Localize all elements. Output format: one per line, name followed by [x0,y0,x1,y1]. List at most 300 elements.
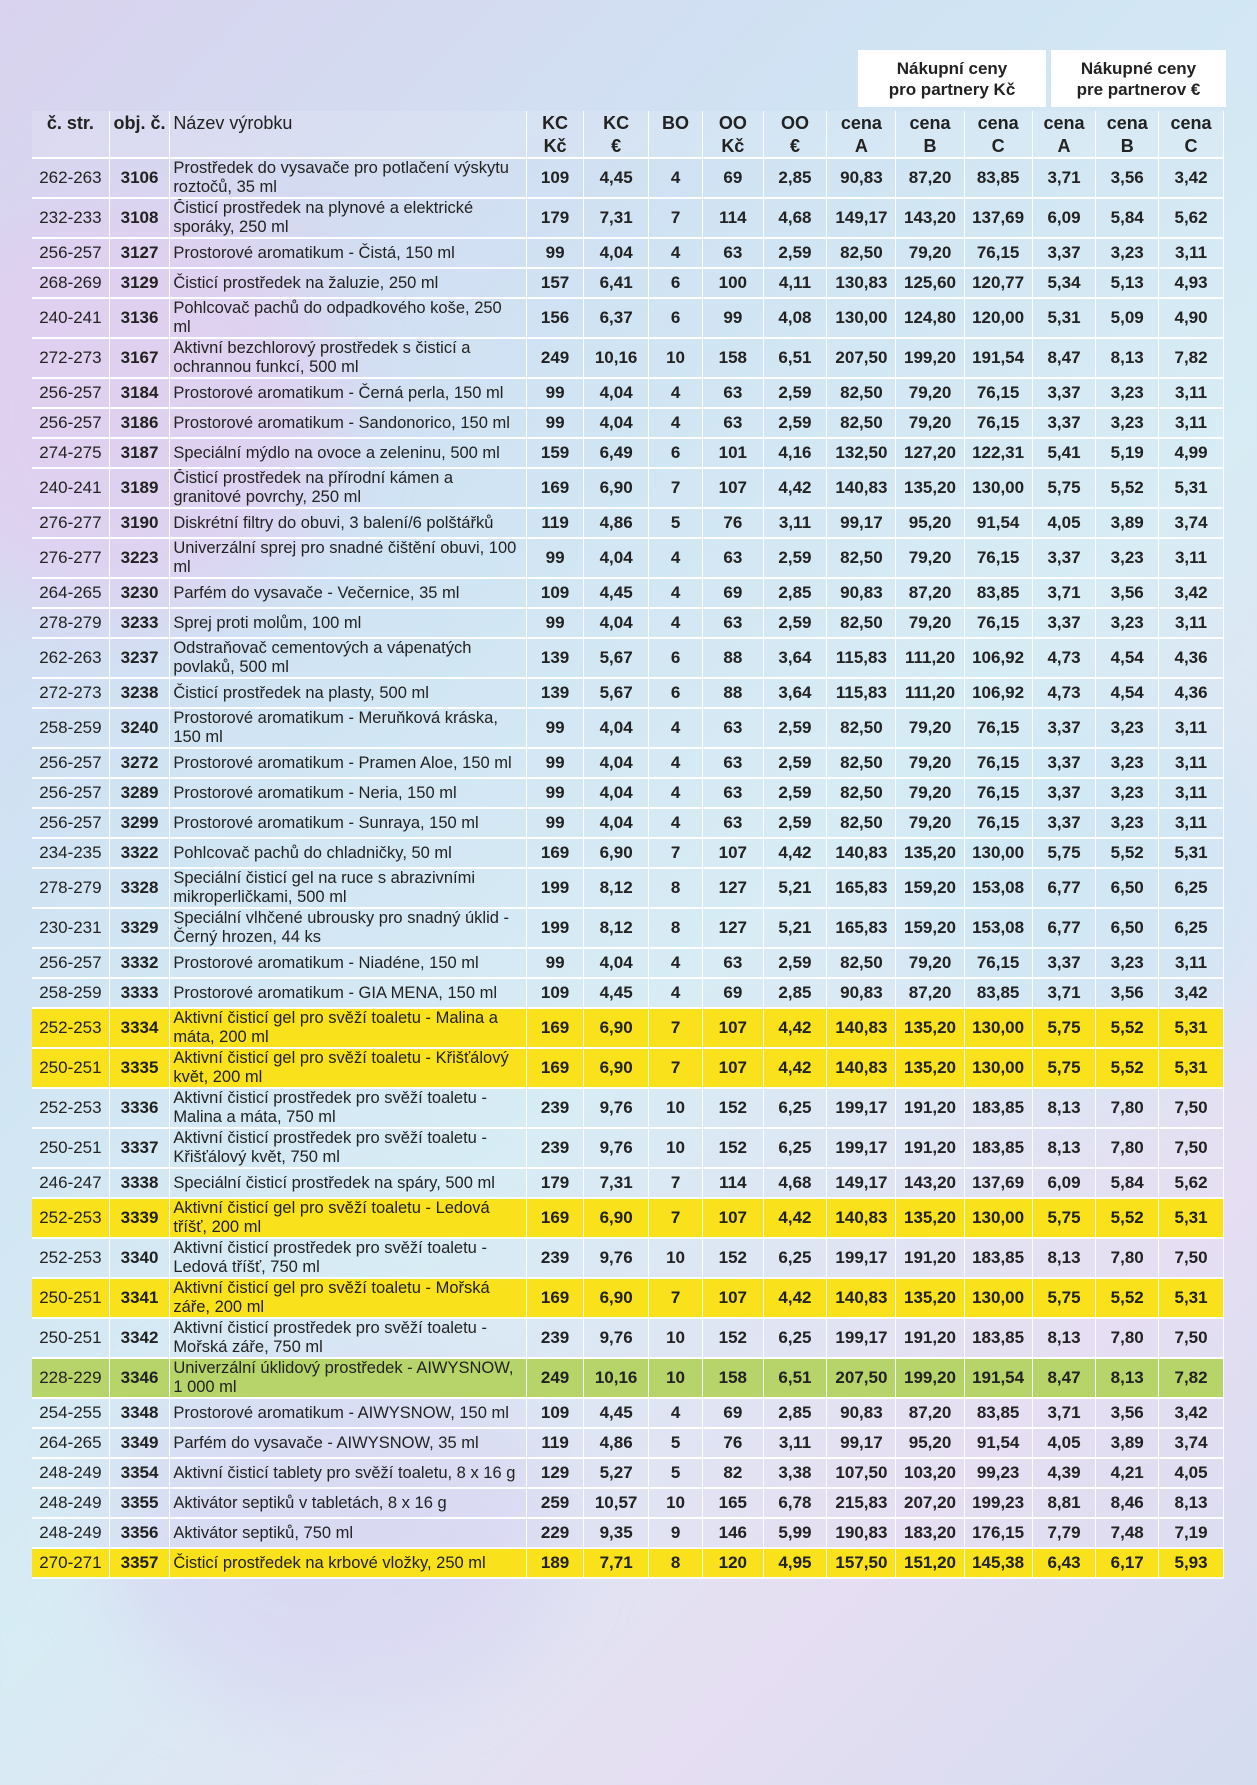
col-header: Název výrobku [170,111,527,135]
bo-value: 4 [649,979,703,1009]
kc-eur: 6,90 [584,1049,649,1089]
price-b-czk: 125,60 [896,269,964,299]
price-a-czk: 199,17 [827,1129,896,1169]
oo-czk: 127 [703,909,764,949]
price-b-czk: 111,20 [896,679,964,709]
price-a-eur: 4,05 [1033,509,1097,539]
price-c-czk: 76,15 [965,409,1033,439]
price-c-czk: 191,54 [965,1359,1033,1399]
kc-czk: 157 [527,269,584,299]
catalog-number: 3230 [110,579,171,609]
price-a-czk: 82,50 [827,379,896,409]
price-c-eur: 6,25 [1159,909,1224,949]
bo-value: 4 [649,609,703,639]
page-range: 234-235 [32,839,110,869]
product-name: Odstraňovač cementových a vápenatých povlaků, 500 ml [170,639,527,679]
oo-eur: 5,99 [764,1519,828,1549]
kc-czk: 109 [527,159,584,199]
kc-czk: 249 [527,1359,584,1399]
table-row [32,299,1224,339]
oo-eur: 4,42 [764,1199,828,1239]
price-a-eur: 3,37 [1033,709,1097,749]
product-name: Prostorové aromatikum - AIWYSNOW, 150 ml [170,1399,527,1429]
oo-eur: 3,11 [764,509,828,539]
price-b-czk: 87,20 [896,159,964,199]
price-c-czk: 106,92 [965,679,1033,709]
table-row [32,469,1224,509]
oo-eur: 6,25 [764,1239,828,1279]
kc-czk: 156 [527,299,584,339]
oo-czk: 69 [703,979,764,1009]
kc-eur: 8,12 [584,909,649,949]
table-row [32,409,1224,439]
page-range: 240-241 [32,299,110,339]
price-b-eur: 3,23 [1096,779,1159,809]
price-c-eur: 5,31 [1159,1199,1224,1239]
catalog-number: 3357 [110,1549,171,1579]
price-b-eur: 4,54 [1096,639,1159,679]
kc-czk: 169 [527,469,584,509]
kc-czk: 99 [527,409,584,439]
bo-value: 10 [649,1239,703,1279]
price-b-czk: 135,20 [896,1199,964,1239]
kc-eur: 4,86 [584,1429,649,1459]
table-row [32,1519,1224,1549]
oo-eur: 2,59 [764,379,828,409]
bo-value: 4 [649,159,703,199]
catalog-number: 3289 [110,779,171,809]
table-row [32,439,1224,469]
bo-value: 7 [649,469,703,509]
oo-czk: 158 [703,1359,764,1399]
table-row [32,1199,1224,1239]
price-c-eur: 3,42 [1159,979,1224,1009]
price-b-eur: 7,80 [1096,1319,1159,1359]
price-b-eur: 5,84 [1096,1169,1159,1199]
page-range: 248-249 [32,1489,110,1519]
price-c-czk: 106,92 [965,639,1033,679]
oo-czk: 88 [703,679,764,709]
price-c-eur: 4,93 [1159,269,1224,299]
kc-eur: 4,04 [584,709,649,749]
page-range: 250-251 [32,1049,110,1089]
price-a-czk: 107,50 [827,1459,896,1489]
bo-value: 6 [649,269,703,299]
bo-value: 9 [649,1519,703,1549]
price-c-eur: 3,11 [1159,539,1224,579]
oo-czk: 165 [703,1489,764,1519]
price-a-eur: 3,37 [1033,409,1097,439]
product-name: Aktivní čisticí prostředek pro svěží toaletu - Křišťálový květ, 750 ml [170,1129,527,1169]
price-b-eur: 3,23 [1096,539,1159,579]
col-subheader: Kč [703,135,764,159]
catalog-number: 3127 [110,239,171,269]
price-a-eur: 6,43 [1033,1549,1097,1579]
price-c-eur: 5,31 [1159,1279,1224,1319]
catalog-number: 3333 [110,979,171,1009]
kc-czk: 179 [527,199,584,239]
price-c-eur: 5,31 [1159,839,1224,869]
catalog-number: 3334 [110,1009,171,1049]
price-a-czk: 82,50 [827,779,896,809]
price-b-eur: 3,89 [1096,509,1159,539]
page-range: 252-253 [32,1239,110,1279]
table-row [32,1049,1224,1089]
product-name: Prostorové aromatikum - Neria, 150 ml [170,779,527,809]
bo-value: 6 [649,639,703,679]
page-range: 252-253 [32,1009,110,1049]
oo-eur: 3,64 [764,679,828,709]
price-a-eur: 3,71 [1033,579,1097,609]
price-a-eur: 5,34 [1033,269,1097,299]
price-c-eur: 4,36 [1159,679,1224,709]
bo-value: 4 [649,579,703,609]
kc-eur: 4,04 [584,409,649,439]
oo-czk: 63 [703,779,764,809]
price-c-czk: 153,08 [965,909,1033,949]
page-range: 230-231 [32,909,110,949]
bo-value: 4 [649,949,703,979]
price-a-eur: 4,73 [1033,639,1097,679]
price-b-eur: 5,19 [1096,439,1159,469]
price-a-eur: 5,75 [1033,1049,1097,1089]
price-b-czk: 143,20 [896,1169,964,1199]
kc-czk: 109 [527,979,584,1009]
kc-eur: 4,45 [584,159,649,199]
price-a-czk: 82,50 [827,539,896,579]
kc-czk: 179 [527,1169,584,1199]
price-b-czk: 87,20 [896,979,964,1009]
product-name: Parfém do vysavače - AIWYSNOW, 35 ml [170,1429,527,1459]
product-name: Čisticí prostředek na přírodní kámen a granitové povrchy, 250 ml [170,469,527,509]
oo-eur: 2,59 [764,539,828,579]
bo-value: 10 [649,1319,703,1359]
price-b-eur: 3,23 [1096,409,1159,439]
oo-czk: 69 [703,159,764,199]
page-range: 278-279 [32,609,110,639]
catalog-number: 3238 [110,679,171,709]
price-b-czk: 79,20 [896,779,964,809]
price-b-eur: 5,52 [1096,469,1159,509]
kc-eur: 4,45 [584,1399,649,1429]
price-a-czk: 207,50 [827,339,896,379]
catalog-number: 3233 [110,609,171,639]
col-subheader: C [1159,135,1224,159]
price-a-eur: 8,47 [1033,339,1097,379]
oo-czk: 88 [703,639,764,679]
oo-eur: 4,11 [764,269,828,299]
price-b-czk: 135,20 [896,1049,964,1089]
page-range: 250-251 [32,1129,110,1169]
price-c-czk: 130,00 [965,469,1033,509]
page-range: 258-259 [32,709,110,749]
price-a-eur: 5,75 [1033,839,1097,869]
price-c-czk: 76,15 [965,809,1033,839]
price-b-czk: 111,20 [896,639,964,679]
page-range: 274-275 [32,439,110,469]
kc-czk: 99 [527,539,584,579]
price-b-czk: 191,20 [896,1239,964,1279]
table-row [32,1429,1224,1459]
price-b-eur: 6,50 [1096,869,1159,909]
price-b-czk: 183,20 [896,1519,964,1549]
page-range: 250-251 [32,1279,110,1319]
oo-czk: 63 [703,379,764,409]
price-a-czk: 90,83 [827,979,896,1009]
page-range: 278-279 [32,869,110,909]
kc-czk: 159 [527,439,584,469]
oo-eur: 3,11 [764,1429,828,1459]
price-c-czk: 137,69 [965,199,1033,239]
oo-czk: 100 [703,269,764,299]
oo-eur: 2,59 [764,749,828,779]
bo-value: 6 [649,679,703,709]
price-c-eur: 4,99 [1159,439,1224,469]
page-range: 272-273 [32,339,110,379]
price-c-czk: 183,85 [965,1089,1033,1129]
table-row [32,749,1224,779]
oo-czk: 107 [703,1199,764,1239]
table-row [32,269,1224,299]
price-a-eur: 8,47 [1033,1359,1097,1399]
catalog-number: 3322 [110,839,171,869]
product-name: Aktivní bezchlorový prostředek s čisticí a ochrannou funkcí, 500 ml [170,339,527,379]
price-a-eur: 5,75 [1033,1199,1097,1239]
catalog-number: 3336 [110,1089,171,1129]
col-header: cena [1096,111,1159,135]
product-name: Speciální čisticí gel na ruce s abrazivními mikroperličkami, 500 ml [170,869,527,909]
table-row [32,1459,1224,1489]
product-name: Diskrétní filtry do obuvi, 3 balení/6 polštářků [170,509,527,539]
catalog-number: 3335 [110,1049,171,1089]
price-c-czk: 76,15 [965,239,1033,269]
table-row [32,979,1224,1009]
header-row-1 [32,111,1224,135]
product-name: Prostorové aromatikum - Sandonorico, 150 ml [170,409,527,439]
price-a-eur: 4,39 [1033,1459,1097,1489]
catalog-number: 3187 [110,439,171,469]
price-a-czk: 157,50 [827,1549,896,1579]
price-c-czk: 99,23 [965,1459,1033,1489]
price-b-czk: 79,20 [896,809,964,839]
table-row [32,199,1224,239]
oo-eur: 4,95 [764,1549,828,1579]
product-name: Parfém do vysavače - Večernice, 35 ml [170,579,527,609]
page-range: 246-247 [32,1169,110,1199]
catalog-number: 3190 [110,509,171,539]
price-a-eur: 3,37 [1033,779,1097,809]
oo-czk: 82 [703,1459,764,1489]
oo-czk: 152 [703,1129,764,1169]
oo-eur: 2,59 [764,949,828,979]
price-a-czk: 215,83 [827,1489,896,1519]
catalog-number: 3186 [110,409,171,439]
oo-czk: 152 [703,1319,764,1359]
oo-czk: 152 [703,1089,764,1129]
price-c-czk: 199,23 [965,1489,1033,1519]
col-subheader: B [896,135,964,159]
bo-value: 4 [649,749,703,779]
price-c-czk: 76,15 [965,379,1033,409]
catalog-number: 3341 [110,1279,171,1319]
price-c-eur: 3,11 [1159,949,1224,979]
col-subheader: € [764,135,828,159]
price-b-eur: 3,23 [1096,949,1159,979]
kc-eur: 6,90 [584,469,649,509]
oo-czk: 63 [703,409,764,439]
col-subheader: € [584,135,649,159]
kc-czk: 129 [527,1459,584,1489]
bo-value: 8 [649,909,703,949]
page-range: 264-265 [32,1429,110,1459]
table-row [32,1319,1224,1359]
price-a-eur: 3,37 [1033,379,1097,409]
kc-eur: 4,04 [584,949,649,979]
kc-czk: 199 [527,909,584,949]
table-row [32,839,1224,869]
price-b-eur: 4,54 [1096,679,1159,709]
page-range: 254-255 [32,1399,110,1429]
oo-czk: 114 [703,1169,764,1199]
product-name: Aktivní čisticí gel pro svěží toaletu - Malina a máta, 200 ml [170,1009,527,1049]
bo-value: 7 [649,1049,703,1089]
kc-eur: 6,90 [584,1199,649,1239]
page-range: 256-257 [32,809,110,839]
kc-czk: 99 [527,609,584,639]
kc-eur: 5,67 [584,639,649,679]
kc-eur: 5,27 [584,1459,649,1489]
price-a-eur: 3,37 [1033,539,1097,579]
price-c-czk: 130,00 [965,1199,1033,1239]
catalog-number: 3272 [110,749,171,779]
table-row [32,1239,1224,1279]
product-name: Aktivní čisticí tablety pro svěží toaletu, 8 x 16 g [170,1459,527,1489]
bo-value: 10 [649,1359,703,1399]
kc-czk: 99 [527,749,584,779]
price-c-eur: 3,11 [1159,779,1224,809]
catalog-number: 3346 [110,1359,171,1399]
price-b-czk: 79,20 [896,609,964,639]
bo-value: 5 [649,1459,703,1489]
kc-eur: 4,04 [584,539,649,579]
price-c-czk: 183,85 [965,1239,1033,1279]
price-a-czk: 140,83 [827,1049,896,1089]
price-a-eur: 5,75 [1033,469,1097,509]
kc-eur: 6,90 [584,839,649,869]
catalog-number: 3337 [110,1129,171,1169]
kc-eur: 4,04 [584,239,649,269]
price-b-eur: 4,21 [1096,1459,1159,1489]
page-range: 276-277 [32,509,110,539]
price-c-czk: 91,54 [965,1429,1033,1459]
product-name: Prostorové aromatikum - Niadéne, 150 ml [170,949,527,979]
price-c-eur: 3,11 [1159,409,1224,439]
catalog-number: 3189 [110,469,171,509]
price-b-eur: 5,52 [1096,1009,1159,1049]
kc-czk: 169 [527,1279,584,1319]
product-name: Aktivní čisticí prostředek pro svěží toaletu - Malina a máta, 750 ml [170,1089,527,1129]
page-range: 270-271 [32,1549,110,1579]
price-b-czk: 207,20 [896,1489,964,1519]
catalog-number: 3184 [110,379,171,409]
price-a-eur: 4,05 [1033,1429,1097,1459]
oo-czk: 158 [703,339,764,379]
col-header: cena [1033,111,1097,135]
product-name: Univerzální sprej pro snadné čištění obuvi, 100 ml [170,539,527,579]
price-c-eur: 3,11 [1159,609,1224,639]
oo-czk: 107 [703,469,764,509]
price-a-czk: 90,83 [827,159,896,199]
kc-czk: 239 [527,1129,584,1169]
price-c-czk: 83,85 [965,579,1033,609]
oo-czk: 101 [703,439,764,469]
price-b-eur: 6,17 [1096,1549,1159,1579]
oo-eur: 2,59 [764,409,828,439]
table-row [32,239,1224,269]
oo-czk: 69 [703,1399,764,1429]
catalog-number: 3108 [110,199,171,239]
kc-eur: 9,35 [584,1519,649,1549]
kc-czk: 109 [527,579,584,609]
price-c-eur: 7,50 [1159,1319,1224,1359]
kc-czk: 239 [527,1089,584,1129]
kc-eur: 4,04 [584,379,649,409]
table-row [32,909,1224,949]
price-c-czk: 120,00 [965,299,1033,339]
price-b-eur: 6,50 [1096,909,1159,949]
bo-value: 4 [649,709,703,749]
oo-eur: 4,42 [764,1049,828,1089]
col-header: cena [1159,111,1224,135]
col-header: cena [896,111,964,135]
czk-header-line2: pro partnery Kč [888,80,1016,99]
price-b-eur: 3,23 [1096,609,1159,639]
price-a-czk: 90,83 [827,579,896,609]
oo-czk: 107 [703,1049,764,1089]
price-a-eur: 6,09 [1033,199,1097,239]
kc-czk: 139 [527,679,584,709]
price-c-czk: 130,00 [965,839,1033,869]
price-c-eur: 5,62 [1159,199,1224,239]
oo-eur: 2,59 [764,809,828,839]
price-b-czk: 135,20 [896,469,964,509]
kc-eur: 10,16 [584,1359,649,1399]
kc-czk: 169 [527,1049,584,1089]
price-b-czk: 135,20 [896,1009,964,1049]
price-a-eur: 6,09 [1033,1169,1097,1199]
table-row [32,1399,1224,1429]
price-a-czk: 132,50 [827,439,896,469]
table-row [32,869,1224,909]
price-a-czk: 149,17 [827,1169,896,1199]
product-name: Aktivní čisticí prostředek pro svěží toaletu - Ledová tříšť, 750 ml [170,1239,527,1279]
col-header: KC [527,111,584,135]
catalog-number: 3240 [110,709,171,749]
table-row [32,779,1224,809]
catalog-number: 3299 [110,809,171,839]
col-header: OO [764,111,828,135]
kc-eur: 9,76 [584,1319,649,1359]
oo-eur: 6,78 [764,1489,828,1519]
kc-eur: 10,16 [584,339,649,379]
page-range: 256-257 [32,409,110,439]
bo-value: 10 [649,1129,703,1169]
kc-eur: 4,04 [584,749,649,779]
catalog-number: 3340 [110,1239,171,1279]
price-c-czk: 130,00 [965,1009,1033,1049]
price-c-eur: 5,62 [1159,1169,1224,1199]
kc-czk: 109 [527,1399,584,1429]
